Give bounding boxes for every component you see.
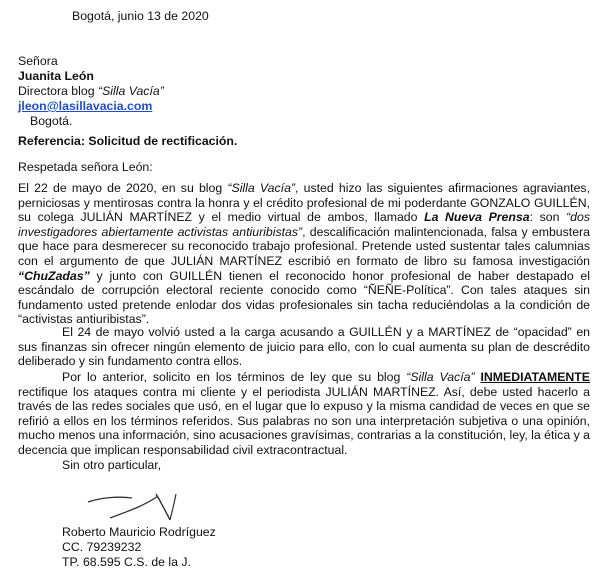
p1-book-title: “ChuZadas” — [18, 268, 90, 283]
p1-text-2: , usted hizo las siguientes afirmaciones agraviantes, perniciosas y mentirosas contra la honra y el crédito profesional de mi poderdante GONZALO GUILLÉN, su colega JULIÁN MARTÍNEZ y el medio virtual de ambos, llamado — [18, 181, 590, 225]
closing: Sin otro particular, — [62, 458, 162, 472]
recipient-name: Juanita León — [18, 69, 94, 83]
salutation-title: Señora — [18, 54, 58, 68]
p1-blog-name: “Silla Vacía” — [227, 181, 296, 195]
greeting: Respetada señora León: — [18, 160, 153, 174]
p1-text-1: El 22 de mayo de 2020, en su blog — [18, 181, 228, 195]
p1-quote: “dos investigadores abiertamente activistas antiuribistas” — [18, 210, 590, 239]
recipient-email-link[interactable]: jleon@lasillavacia.com — [18, 99, 153, 113]
p3-text-2: rectifique los ataques contra mi cliente y el periodista JULIÁN MARTÍNEZ. Así, debe usted hacerlo a través de las redes sociales que usó, en el lugar que lo expuso y la misma candidad de veces en que se refirió a ellos en los términos referidos. Sus palabras no son una interpretación subjetiva o una opinión, mucho menos una información, sino acusaciones gravísimas, contrarias a la constitución, ley, la ética y a decencia que implican responsabilidad civil extracontractual. — [18, 384, 590, 457]
recipient-role — [18, 84, 164, 99]
paragraph-1 — [18, 181, 590, 327]
p1-text-4: , descalificación malintencionada, falsa y embustera que hace para desmerecer su reconocido trabajo profesional. Pretende usted sustentar tales calumnias con el argumento de que JULIÁN MARTÍNEZ escribió en formato de libro su famosa investigación — [18, 224, 590, 268]
p3-text-1: Por lo anterior, solicito en los términos de ley que su blog — [62, 370, 407, 384]
paragraph-3 — [18, 370, 590, 458]
recipient-role-blog: “Silla Vacía” — [97, 84, 164, 98]
letter-date: Bogotá, junio 13 de 2020 — [72, 9, 209, 23]
recipient-role-prefix: Directora blog — [18, 84, 98, 98]
p1-text-3: : son — [529, 210, 567, 225]
paragraph-2: El 24 de mayo volvió usted a la carga acusando a GUILLÉN y a MARTÍNEZ de “opacidad” en sus finanzas sin ofrecer ningún elemento de juicio para ello, con lo cual aumenta su plan de descrédito deliberado y sin fundamento contra ellos. — [18, 325, 590, 369]
p3-emphasis: INMEDIATAMENTE — [480, 370, 590, 384]
reference-line: Referencia: Solicitud de rectificación. — [18, 134, 238, 148]
p1-media-name: La Nueva Prensa — [424, 210, 530, 225]
p3-blog-name: “Silla Vacía” — [406, 370, 475, 384]
recipient-email-line — [18, 99, 152, 114]
signer-id: CC. 79239232 — [62, 540, 142, 554]
signer-name: Roberto Mauricio Rodríguez — [62, 525, 216, 539]
recipient-city: Bogotá. — [30, 114, 73, 128]
handwritten-signature — [86, 488, 178, 524]
p1-text-5: y junto con GUILLÉN tienen el reconocido honor profesional de haber destapado el escándalo de corrupción electoral reciente conocido como “ÑEÑE-Política”. Con tales ataques sin fundamento usted pretende enlodar dos vidas profesionales sin tacha reduciéndolas a la condición de “activistas antiuribistas”. — [18, 268, 590, 327]
signer-license: TP. 68.595 C.S. de la J. — [62, 555, 191, 569]
